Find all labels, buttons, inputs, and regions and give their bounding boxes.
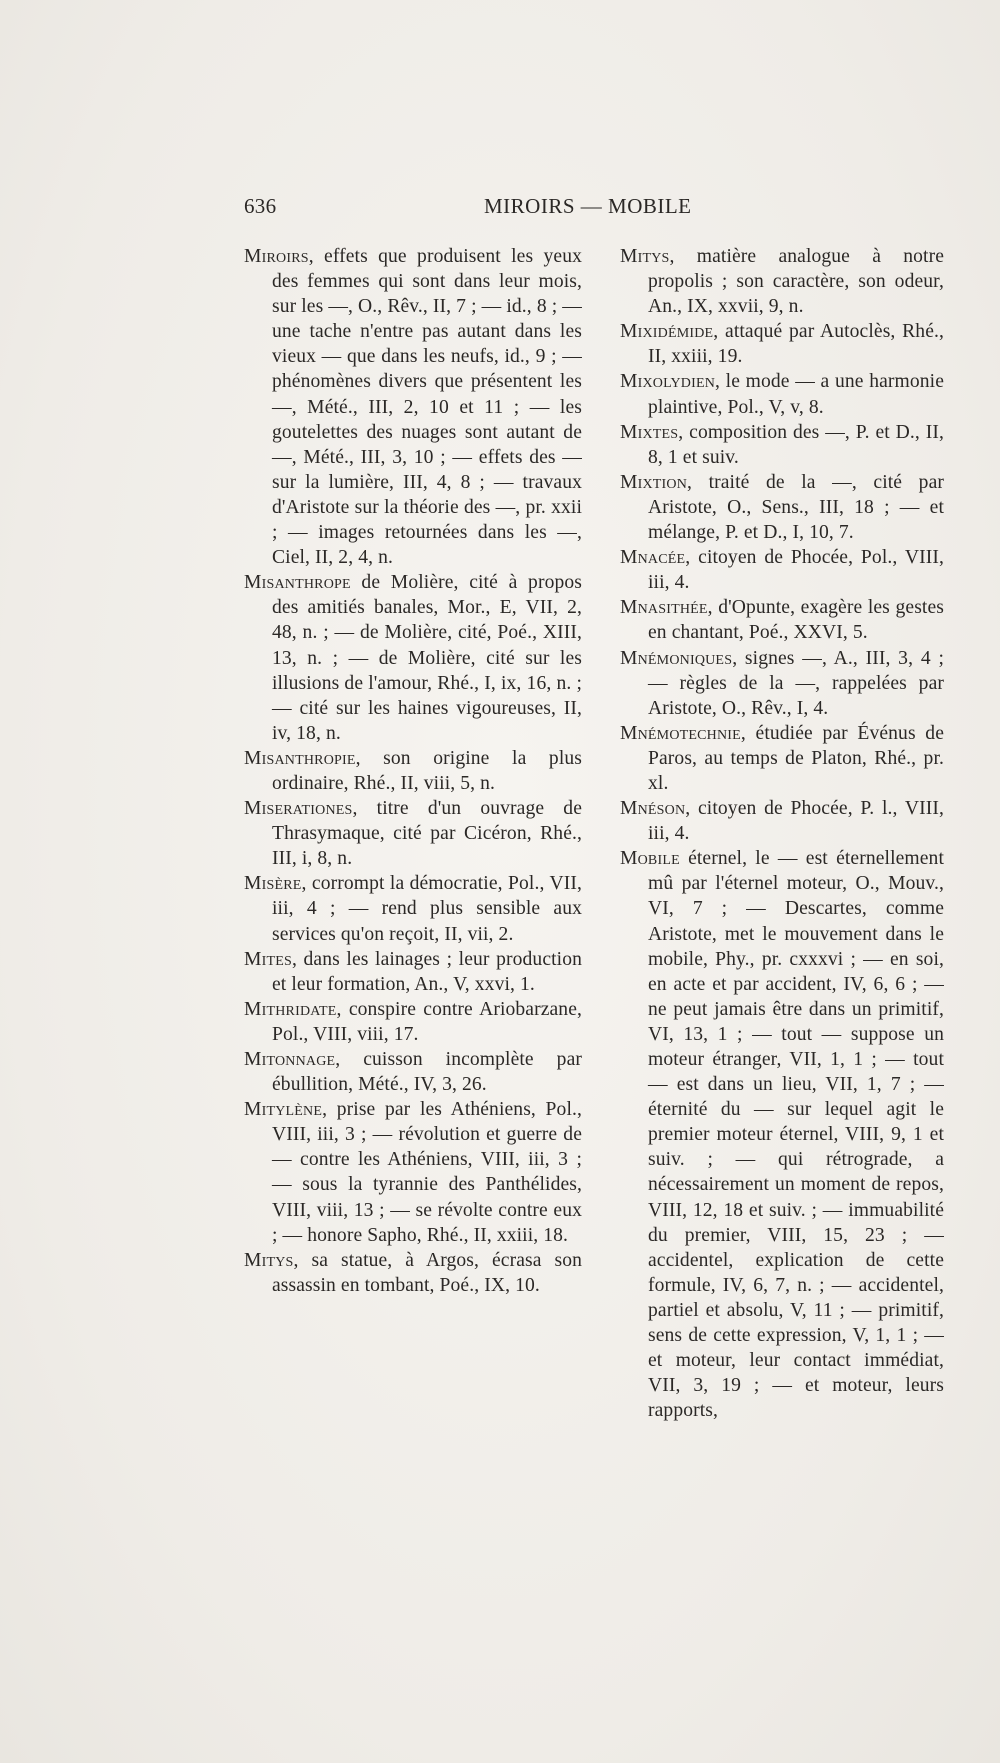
entry-headword: Mnémoniques (620, 647, 733, 669)
right-column (620, 244, 944, 1423)
entry-headword: Mixtion (620, 471, 688, 493)
entry-text: , composition des —, P. et D., II, 8, 1 et suiv. (648, 421, 944, 468)
page-number: 636 (244, 194, 277, 218)
entry-text: , citoyen de Phocée, Pol., VIII, iii, 4. (648, 547, 944, 594)
entry-headword: Mixolydien (620, 371, 716, 393)
index-entry (620, 646, 944, 721)
index-entry (244, 746, 582, 796)
entry-headword: Misanthropie (244, 747, 356, 769)
left-column (244, 244, 582, 1298)
entry-text: , cuisson incomplète par ébullition, Mété., IV, 3, 26. (272, 1049, 582, 1096)
entry-text: , corrompt la démocratie, Pol., VII, iii, 4 ; — rend plus sensible aux services qu'on reçoit, II, vii, 2. (272, 873, 582, 945)
index-entry (620, 319, 944, 369)
entry-text: , traité de la —, cité par Aristote, O., Sens., III, 18 ; — et mélange, P. et D., I, 10, 7. (648, 471, 944, 544)
index-entry (244, 796, 582, 871)
entry-text: , d'Opunte, exagère les gestes en chantant, Poé., XXVI, 5. (648, 597, 944, 644)
index-entry (620, 369, 944, 419)
entry-headword: Mithridate (244, 998, 337, 1020)
entry-headword: Mixtes (620, 421, 679, 443)
index-entry (620, 796, 944, 846)
entry-text: de Molière, cité à propos des amitiés banales, Mor., E, VII, 2, 48, n. ; — de Molière, cité, Poé., XIII, 13, n. ; — de Molière, cité sur les illusions de l'amour, Rhé., I, ix, 16, n. ; — cité sur les haines vigoureuses, II, iv, 18, n. (272, 572, 582, 744)
entry-headword: Mites (244, 948, 292, 970)
entry-headword: Misanthrope (244, 572, 351, 594)
index-entry (620, 721, 944, 796)
entry-text: , dans les lainages ; leur production et leur formation, An., V, xxvi, 1. (272, 948, 582, 995)
index-entry (620, 420, 944, 470)
index-entry (620, 595, 944, 645)
entry-headword: Mitylène (244, 1099, 323, 1121)
entry-text: , conspire contre Ariobarzane, Pol., VIII, viii, 17. (272, 998, 582, 1045)
index-entry (620, 846, 944, 1423)
index-entry (244, 1248, 582, 1298)
index-entry (620, 470, 944, 545)
entry-headword: Mnacée (620, 547, 686, 569)
entry-text: , son origine la plus ordinaire, Rhé., II, viii, 5, n. (272, 747, 582, 794)
entry-text: , étudiée par Événus de Paros, au temps de Platon, Rhé., pr. xl. (648, 722, 944, 794)
entry-text: , titre d'un ouvrage de Thrasymaque, cité par Cicéron, Rhé., III, i, 8, n. (272, 798, 582, 870)
running-title: MIROIRS — MOBILE (484, 194, 692, 218)
index-entry (244, 871, 582, 946)
entry-headword: Mitys (620, 246, 670, 267)
index-entry (244, 244, 582, 570)
entry-headword: Mitonnage (244, 1049, 336, 1070)
entry-text: , sa statue, à Argos, écrasa son assassin en tombant, Poé., IX, 10. (272, 1249, 582, 1296)
entry-headword: Mnéson (620, 798, 686, 820)
page-header (244, 194, 724, 224)
entry-headword: Mobile (620, 848, 680, 870)
index-entry (244, 1047, 582, 1097)
entry-headword: Misère (244, 873, 302, 895)
entry-text: , prise par les Athéniens, Pol., VIII, iii, 3 ; — révolution et guerre de — contre les Athéniens, VIII, iii, 3 ; — sous la tyrannie des Panthélides, VIII, viii, 13 ; — se révolte contre eux ; — honore Sapho, Rhé., II, xxiii, 18. (272, 1099, 582, 1246)
entry-headword: Mixidémide (620, 321, 714, 343)
entry-text: , signes —, A., III, 3, 4 ; — règles de la —, rappelées par Aristote, O., Rêv., I, 4. (648, 647, 944, 719)
index-entry (620, 545, 944, 595)
entry-text: , effets que produisent les yeux des femmes qui sont dans leur mois, sur les —, O., Rêv., II, 7 ; — id., 8 ; — une tache n'entre pas autant dans les vieux — que dans les neufs, id., 9 ; — phénomènes divers que présentent les —, Mété., III, 2, 10 et 11 ; — les goutelettes des nuages sont autant de —, Mété., III, 3, 10 ; — effets des — sur la lumière, III, 4, 8 ; — travaux d'Aristote sur la théorie des —, pr. xxii ; — images retournées dans les —, Ciel, II, 2, 4, n. (272, 246, 582, 569)
entry-headword: Mnémotechnie (620, 722, 741, 744)
entry-text: , citoyen de Phocée, P. l., VIII, iii, 4. (648, 798, 944, 845)
entry-headword: Miserationes (244, 798, 353, 820)
entry-headword: Mnasithée (620, 597, 708, 619)
entry-text: , le mode — a une harmonie plaintive, Pol., V, v, 8. (648, 371, 944, 418)
index-entry (244, 570, 582, 746)
index-entry (620, 244, 944, 319)
entry-headword: Miroirs (244, 246, 309, 267)
index-entry (244, 1097, 582, 1248)
entry-text: , attaqué par Autoclès, Rhé., II, xxiii, 19. (648, 321, 944, 368)
entry-text: , matière analogue à notre propolis ; son caractère, son odeur, An., IX, xxvii, 9, n. (648, 246, 944, 318)
entry-headword: Mitys (244, 1249, 294, 1271)
index-entry (244, 947, 582, 997)
index-entry (244, 997, 582, 1047)
entry-text: éternel, le — est éternellement mû par l'éternel moteur, O., Mouv., VI, 7 ; — Descartes, comme Aristote, met le mouvement dans le mobile, Phy., pr. cxxxvi ; — en soi, en acte et par accident, IV, 6, 6 ; — ne peut jamais être dans un primitif, VI, 13, 1 ; — tout — suppose un moteur étranger, VII, 1, 1 ; — tout — est dans un lieu, VII, 1, 7 ; — éternité du — sur lequel agit le premier moteur éternel, VIII, 9, 1 et suiv. ; — qui rétrograde, a nécessairement un moment de repos, VIII, 12, 18 et suiv. ; — immuabilité du premier, VIII, 15, 23 ; — accidentel, explication de cette formule, IV, 6, 7, n. ; — accidentel, partiel et absolu, V, 11 ; — primitif, sens de cette expression, V, 1, 1 ; — et moteur, leur contact immédiat, VII, 3, 19 ; — et moteur, leurs rapports, (648, 848, 944, 1422)
